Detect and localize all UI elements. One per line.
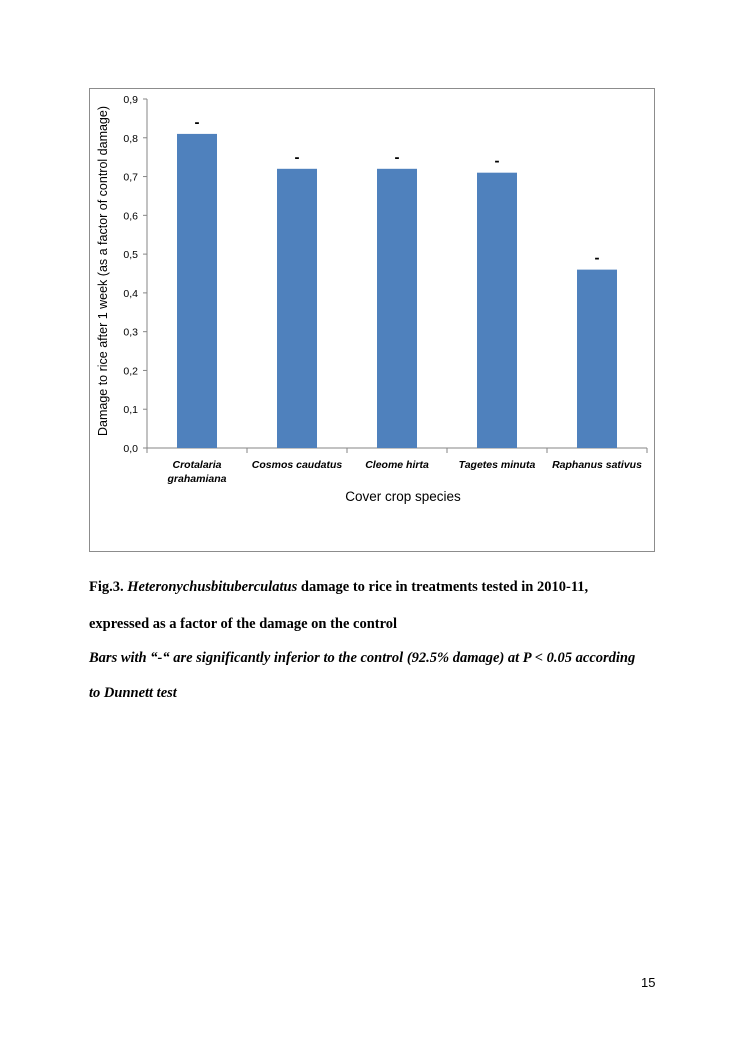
y-tick-label: 0,6 — [123, 210, 138, 223]
y-tick-label: 0,9 — [123, 94, 138, 106]
significance-mark: - — [394, 148, 400, 166]
caption-text-2: expressed as a factor of the damage on the control — [89, 616, 398, 632]
x-category-label — [459, 459, 536, 471]
x-category-label-line: Cosmos caudatus — [251, 459, 343, 471]
x-category-label-line: Cleome hirta — [365, 459, 429, 471]
y-tick-label: 0,4 — [123, 287, 138, 300]
figure-caption-line1 — [89, 579, 669, 596]
note-text-1: Bars with “-“ are significantly inferior to the control (92.5% damage) at P < 0.05 according — [89, 650, 636, 666]
significance-mark: - — [294, 148, 300, 166]
x-category-label-line: Crotalaria — [172, 459, 222, 471]
y-axis-title: Damage to rice after 1 week (as a factor of control damage) — [96, 105, 110, 437]
y-tick-label: 0,2 — [123, 365, 138, 378]
figure-caption-line2 — [89, 616, 669, 633]
x-category-label — [552, 459, 642, 471]
x-category-label — [252, 459, 343, 471]
figure-note-line1 — [89, 650, 669, 667]
bar — [577, 270, 617, 448]
y-tick-label: 0,0 — [123, 443, 138, 455]
caption-text: damage to rice in treatments tested in 2010-11, — [300, 579, 589, 595]
y-tick-label: 0,5 — [123, 249, 138, 262]
x-category-label-line: grahamiana — [167, 473, 227, 485]
note-text-2: to Dunnett test — [89, 685, 177, 701]
figure-label: Fig.3. — [89, 579, 124, 595]
bar — [177, 134, 217, 448]
x-category-label-line: Tagetes minuta — [458, 459, 536, 471]
significance-mark: - — [494, 152, 500, 170]
x-category-label — [365, 459, 429, 471]
x-category-label — [167, 459, 227, 485]
bar — [277, 169, 317, 448]
y-tick-label: 0,1 — [123, 404, 138, 417]
significance-mark: - — [194, 113, 200, 131]
species-name: Heteronychusbituberculatus — [127, 579, 298, 595]
bar-chart — [90, 89, 656, 553]
figure-note-line2 — [89, 685, 669, 702]
chart-frame — [89, 88, 655, 552]
page-number: 15 — [641, 975, 656, 990]
y-tick-label: 0,7 — [123, 171, 138, 184]
y-tick-label: 0,3 — [123, 326, 138, 339]
significance-mark: - — [594, 249, 600, 267]
bar — [477, 173, 517, 448]
x-axis-title: Cover crop species — [345, 489, 461, 504]
y-tick-label: 0,8 — [123, 132, 138, 145]
x-category-label-line: Raphanus sativus — [552, 459, 642, 471]
bar — [377, 169, 417, 448]
